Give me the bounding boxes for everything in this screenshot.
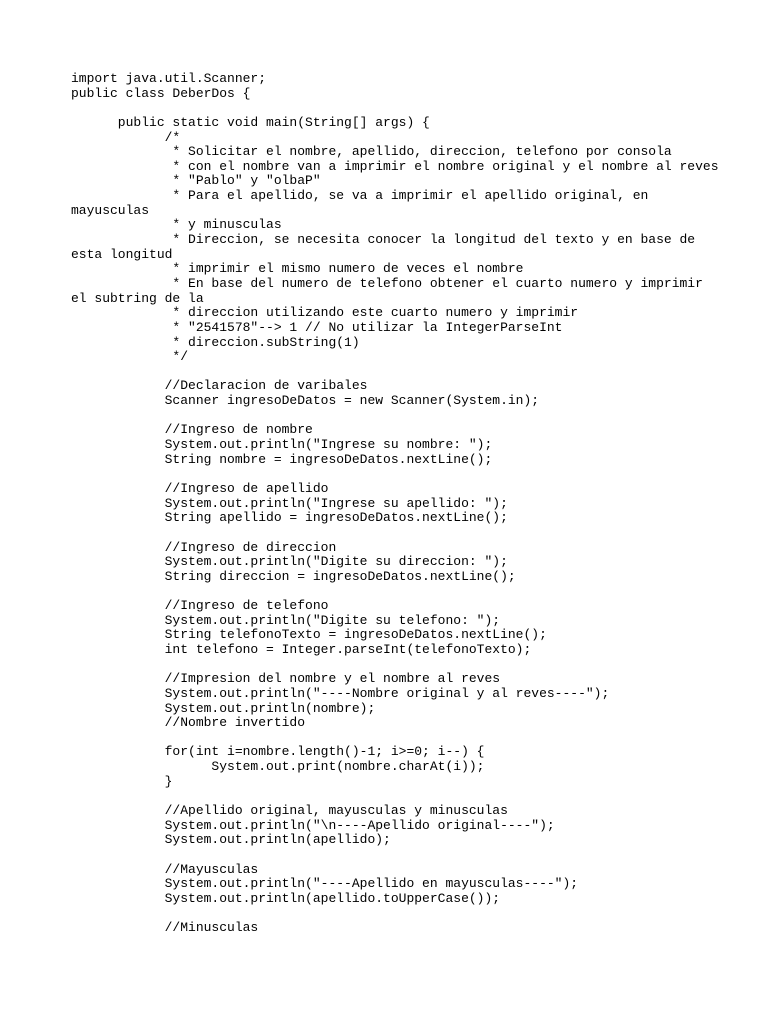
code-line <box>71 731 711 746</box>
code-line: System.out.println("Digite su telefono: "); <box>71 612 501 628</box>
code-line: System.out.println("----Nombre original y al reves----"); <box>71 685 610 701</box>
code-line: * y minusculas <box>71 217 282 233</box>
code-line <box>71 365 711 380</box>
code-line: System.out.println("----Apellido en mayusculas----"); <box>71 876 579 892</box>
code-line <box>71 467 711 482</box>
code-listing <box>71 71 719 936</box>
code-line: System.out.println("Digite su direccion: "); <box>71 554 508 570</box>
code-line: //Ingreso de telefono <box>71 598 329 614</box>
code-line: //Nombre invertido <box>71 715 306 731</box>
code-line: import java.util.Scanner; <box>71 71 267 86</box>
code-line: mayusculas <box>71 202 150 218</box>
code-line: System.out.println("Ingrese su nombre: "); <box>71 437 493 453</box>
code-line <box>71 658 711 673</box>
code-line <box>71 409 711 424</box>
code-line: Scanner ingresoDeDatos = new Scanner(System.in); <box>71 393 540 409</box>
code-line: String direccion = ingresoDeDatos.nextLine(); <box>71 568 516 584</box>
code-line: System.out.println("\n----Apellido original----"); <box>71 817 555 833</box>
code-line: * con el nombre van a imprimir el nombre original y el nombre al reves <box>71 158 719 174</box>
code-line <box>71 526 711 541</box>
code-line: String telefonoTexto = ingresoDeDatos.nextLine(); <box>71 627 547 643</box>
code-line <box>71 907 711 922</box>
code-line: public class DeberDos { <box>71 85 251 101</box>
code-line: * direccion utilizando este cuarto numero y imprimir <box>71 305 579 321</box>
code-line: for(int i=nombre.length()-1; i>=0; i--) { <box>71 744 485 760</box>
code-line: * direccion.subString(1) <box>71 334 360 350</box>
code-line <box>71 584 711 599</box>
code-line: * Para el apellido, se va a imprimir el apellido original, en <box>71 188 649 204</box>
code-line: //Ingreso de apellido <box>71 480 329 496</box>
code-line: System.out.println(apellido.toUpperCase()); <box>71 890 501 906</box>
code-line: /* <box>71 129 181 145</box>
code-line: el subtring de la <box>71 290 204 306</box>
code-line: String apellido = ingresoDeDatos.nextLine(); <box>71 510 508 526</box>
code-line: esta longitud <box>71 246 173 262</box>
code-line: System.out.print(nombre.charAt(i)); <box>71 759 485 775</box>
code-line: //Ingreso de nombre <box>71 422 313 438</box>
code-line: System.out.println(apellido); <box>71 832 391 848</box>
code-line: //Minusculas <box>71 920 259 936</box>
code-line: String nombre = ingresoDeDatos.nextLine(); <box>71 451 493 467</box>
code-line: //Declaracion de varibales <box>71 378 368 394</box>
code-line: * "2541578"--> 1 // No utilizar la IntegerParseInt <box>71 319 563 335</box>
code-line: //Apellido original, mayusculas y minusculas <box>71 803 508 819</box>
code-line <box>71 789 711 804</box>
code-line: int telefono = Integer.parseInt(telefonoTexto); <box>71 641 532 657</box>
code-line: System.out.println(nombre); <box>71 700 376 716</box>
code-line <box>71 848 711 863</box>
code-line: * Solicitar el nombre, apellido, direccion, telefono por consola <box>71 144 672 160</box>
code-line: * imprimir el mismo numero de veces el nombre <box>71 261 524 277</box>
code-line: * En base del numero de telefono obtener el cuarto numero y imprimir <box>71 275 703 291</box>
code-line: //Impresion del nombre y el nombre al reves <box>71 671 501 687</box>
code-line: * "Pablo" y "olbaP" <box>71 173 321 189</box>
code-line: //Mayusculas <box>71 861 259 877</box>
code-line: public static void main(String[] args) { <box>71 114 430 130</box>
code-line: } <box>71 773 173 789</box>
code-line: //Ingreso de direccion <box>71 539 337 555</box>
code-line: System.out.println("Ingrese su apellido: "); <box>71 495 508 511</box>
code-line <box>71 101 711 116</box>
code-line: */ <box>71 349 189 365</box>
code-line: * Direccion, se necesita conocer la longitud del texto y en base de <box>71 232 696 248</box>
